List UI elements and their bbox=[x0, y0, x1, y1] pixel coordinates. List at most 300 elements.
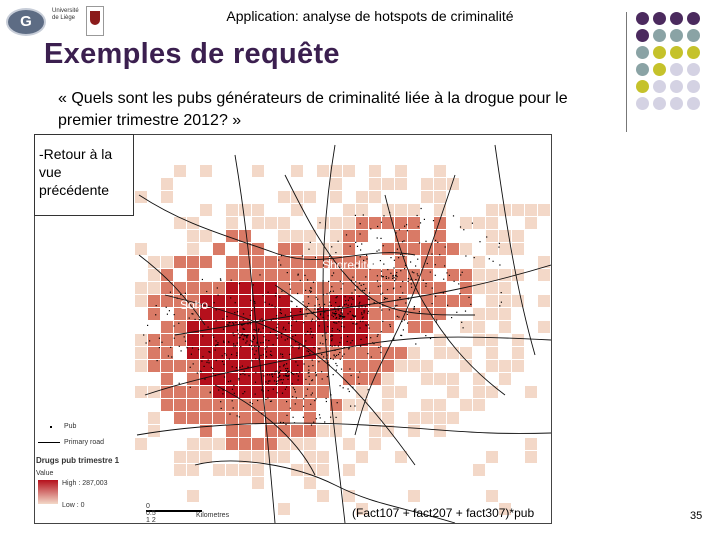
heat-cell bbox=[252, 464, 264, 476]
heat-cell bbox=[499, 321, 511, 333]
pub-point bbox=[382, 276, 383, 277]
pub-point bbox=[402, 241, 403, 242]
pub-point bbox=[243, 320, 244, 321]
pub-point bbox=[460, 274, 461, 275]
pub-point bbox=[282, 382, 283, 383]
heat-cell bbox=[434, 425, 446, 437]
pub-point bbox=[271, 305, 272, 306]
heat-cell bbox=[421, 399, 433, 411]
pub-point bbox=[365, 276, 366, 277]
pub-point bbox=[222, 361, 223, 362]
pub-point bbox=[251, 360, 252, 361]
pub-point bbox=[335, 313, 336, 314]
heat-cell bbox=[460, 360, 472, 372]
pub-point bbox=[275, 334, 276, 335]
pub-point bbox=[381, 310, 382, 311]
pub-point bbox=[361, 306, 362, 307]
heat-cell bbox=[187, 256, 199, 268]
heat-cell bbox=[200, 321, 212, 333]
pub-point bbox=[304, 345, 305, 346]
heat-cell bbox=[291, 230, 303, 242]
pub-point bbox=[330, 358, 331, 359]
heat-cell bbox=[304, 321, 316, 333]
pub-point bbox=[381, 271, 382, 272]
heat-cell bbox=[369, 282, 381, 294]
pub-point bbox=[159, 347, 160, 348]
pub-point bbox=[342, 313, 343, 314]
pub-point bbox=[366, 255, 367, 256]
heat-cell bbox=[291, 438, 303, 450]
pub-point bbox=[278, 260, 279, 261]
pub-point bbox=[286, 376, 287, 377]
pub-point bbox=[243, 339, 244, 340]
pub-point bbox=[344, 326, 345, 327]
pub-point bbox=[334, 345, 335, 346]
pub-point bbox=[363, 310, 364, 311]
pub-point bbox=[282, 356, 283, 357]
pub-point bbox=[215, 375, 216, 376]
pub-point bbox=[330, 394, 331, 395]
pub-point bbox=[266, 351, 267, 352]
pub-point bbox=[435, 240, 436, 241]
pub-point bbox=[367, 313, 368, 314]
pub-point bbox=[410, 261, 411, 262]
pub-point bbox=[231, 354, 232, 355]
pub-point bbox=[292, 319, 293, 320]
pub-point bbox=[263, 328, 264, 329]
pub-point bbox=[309, 290, 310, 291]
pub-point bbox=[486, 236, 487, 237]
pub-point bbox=[262, 370, 263, 371]
heat-cell bbox=[265, 334, 277, 346]
pub-point bbox=[248, 375, 249, 376]
pub-point bbox=[415, 343, 416, 344]
pub-point bbox=[394, 280, 395, 281]
pub-point bbox=[355, 316, 356, 317]
pub-point bbox=[253, 335, 254, 336]
pub-point bbox=[333, 316, 334, 317]
heat-cell bbox=[304, 243, 316, 255]
pub-point bbox=[211, 367, 212, 368]
pub-point bbox=[378, 249, 379, 250]
heat-cell bbox=[252, 451, 264, 463]
heat-cell bbox=[525, 217, 537, 229]
pub-point bbox=[396, 275, 397, 276]
heat-cell bbox=[226, 282, 238, 294]
heat-cell bbox=[187, 334, 199, 346]
heat-cell bbox=[317, 490, 329, 502]
pub-point bbox=[308, 296, 309, 297]
pub-point bbox=[313, 334, 314, 335]
pub-point bbox=[335, 311, 336, 312]
pub-point bbox=[191, 354, 192, 355]
heat-cell bbox=[421, 321, 433, 333]
pub-point bbox=[201, 361, 202, 362]
pub-point bbox=[280, 370, 281, 371]
pub-point bbox=[271, 401, 272, 402]
heat-cell bbox=[369, 191, 381, 203]
pub-point bbox=[328, 315, 329, 316]
pub-point bbox=[377, 275, 378, 276]
pub-point bbox=[356, 323, 357, 324]
pub-point bbox=[329, 364, 330, 365]
pub-point bbox=[383, 276, 384, 277]
pub-point bbox=[295, 341, 296, 342]
heat-cell bbox=[161, 334, 173, 346]
pub-point bbox=[229, 322, 230, 323]
heat-cell bbox=[369, 165, 381, 177]
pub-point bbox=[260, 342, 261, 343]
pub-point bbox=[286, 363, 287, 364]
pub-point bbox=[298, 376, 299, 377]
heat-cell bbox=[265, 217, 277, 229]
pub-point bbox=[396, 305, 397, 306]
pub-point bbox=[208, 362, 209, 363]
pub-point bbox=[249, 322, 250, 323]
pub-point bbox=[380, 260, 381, 261]
heat-cell bbox=[512, 360, 524, 372]
pub-point bbox=[493, 261, 494, 262]
pub-point bbox=[161, 342, 162, 343]
pub-point bbox=[237, 415, 238, 416]
pub-point bbox=[342, 283, 343, 284]
pub-point bbox=[250, 315, 251, 316]
pub-point bbox=[479, 241, 480, 242]
scale-bar-ticks: 0 0.5 1 2 bbox=[146, 503, 156, 524]
heat-cell bbox=[343, 399, 355, 411]
pub-point bbox=[233, 385, 234, 386]
pub-point bbox=[403, 329, 404, 330]
pub-point bbox=[387, 269, 388, 270]
heat-cell bbox=[330, 425, 342, 437]
pub-point bbox=[239, 367, 240, 368]
pub-point bbox=[217, 342, 218, 343]
heat-cell bbox=[421, 360, 433, 372]
heat-cell bbox=[187, 490, 199, 502]
pub-point bbox=[345, 300, 346, 301]
pub-point bbox=[310, 334, 311, 335]
pub-point bbox=[361, 243, 362, 244]
pub-point bbox=[415, 265, 416, 266]
map-label-soho: Soho bbox=[180, 298, 209, 312]
pub-point bbox=[313, 347, 314, 348]
pub-point bbox=[292, 383, 293, 384]
pub-point bbox=[307, 279, 308, 280]
heat-cell bbox=[187, 282, 199, 294]
heat-cell bbox=[486, 360, 498, 372]
pub-point bbox=[189, 318, 190, 319]
pub-point bbox=[354, 405, 355, 406]
pub-point bbox=[308, 366, 309, 367]
pub-point bbox=[245, 342, 246, 343]
heat-cell bbox=[135, 334, 147, 346]
pub-point bbox=[227, 324, 228, 325]
pub-point bbox=[327, 376, 328, 377]
pub-point bbox=[239, 416, 240, 417]
pub-point bbox=[285, 368, 286, 369]
pub-point bbox=[257, 400, 258, 401]
pub-point bbox=[364, 312, 365, 313]
heat-cell bbox=[148, 282, 160, 294]
pub-point bbox=[303, 301, 304, 302]
heat-cell bbox=[187, 386, 199, 398]
pub-point bbox=[309, 384, 310, 385]
pub-point bbox=[262, 295, 263, 296]
pub-point bbox=[435, 275, 436, 276]
pub-point bbox=[305, 316, 306, 317]
pub-point bbox=[283, 365, 284, 366]
pub-point bbox=[215, 340, 216, 341]
heat-cell bbox=[356, 204, 368, 216]
pub-point bbox=[330, 336, 331, 337]
heat-cell bbox=[226, 217, 238, 229]
pub-point bbox=[292, 347, 293, 348]
heat-cell bbox=[265, 282, 277, 294]
pub-point bbox=[307, 350, 308, 351]
pub-point bbox=[251, 345, 252, 346]
pub-point bbox=[204, 379, 205, 380]
heat-cell bbox=[382, 360, 394, 372]
pub-point bbox=[360, 346, 361, 347]
pub-point bbox=[426, 283, 427, 284]
heat-cell bbox=[304, 451, 316, 463]
heat-cell bbox=[395, 204, 407, 216]
pub-point bbox=[228, 381, 229, 382]
pub-point bbox=[275, 307, 276, 308]
heat-cell bbox=[252, 347, 264, 359]
heat-cell bbox=[148, 256, 160, 268]
pub-point bbox=[265, 381, 266, 382]
heat-cell bbox=[395, 360, 407, 372]
pub-point bbox=[380, 307, 381, 308]
pub-point bbox=[322, 378, 323, 379]
pub-point bbox=[247, 323, 248, 324]
pub-point bbox=[273, 389, 274, 390]
heat-cell bbox=[473, 334, 485, 346]
slide-question: « Quels sont les pubs générateurs de criminalité liée à la drogue pour le premier trimestre 2012? » bbox=[58, 90, 568, 129]
heat-cell bbox=[174, 412, 186, 424]
heat-cell bbox=[460, 347, 472, 359]
pub-point bbox=[320, 343, 321, 344]
heat-cell bbox=[473, 464, 485, 476]
pub-point bbox=[435, 264, 436, 265]
pub-point bbox=[334, 355, 335, 356]
pub-point bbox=[303, 322, 304, 323]
heat-cell bbox=[304, 425, 316, 437]
pub-point bbox=[159, 338, 160, 339]
heat-cell bbox=[343, 217, 355, 229]
pub-point bbox=[380, 285, 381, 286]
pub-point bbox=[338, 309, 339, 310]
heat-cell bbox=[369, 217, 381, 229]
pub-point bbox=[267, 397, 268, 398]
pub-point bbox=[247, 335, 248, 336]
pub-point bbox=[220, 278, 221, 279]
pub-point bbox=[349, 391, 350, 392]
pub-point bbox=[267, 374, 268, 375]
decorative-dot bbox=[670, 63, 683, 76]
heat-cell bbox=[460, 217, 472, 229]
pub-point bbox=[381, 222, 382, 223]
decorative-dot bbox=[653, 63, 666, 76]
heat-cell bbox=[226, 464, 238, 476]
pub-point bbox=[226, 355, 227, 356]
pub-point bbox=[238, 378, 239, 379]
pub-point bbox=[421, 208, 422, 209]
pub-point bbox=[297, 293, 298, 294]
pub-point bbox=[335, 252, 336, 253]
pub-point bbox=[401, 321, 402, 322]
pub-point bbox=[297, 275, 298, 276]
pub-point bbox=[402, 292, 403, 293]
pub-point bbox=[352, 277, 353, 278]
pub-point bbox=[181, 350, 182, 351]
pub-point bbox=[250, 340, 251, 341]
pub-point bbox=[331, 335, 332, 336]
pub-point bbox=[359, 383, 360, 384]
heat-cell bbox=[421, 269, 433, 281]
pub-point bbox=[350, 406, 351, 407]
pub-point bbox=[407, 230, 408, 231]
pub-point bbox=[335, 318, 336, 319]
heat-cell bbox=[486, 282, 498, 294]
pub-point bbox=[280, 312, 281, 313]
pub-point bbox=[384, 297, 385, 298]
pub-point bbox=[382, 305, 383, 306]
pub-point bbox=[238, 379, 239, 380]
pub-point bbox=[233, 407, 234, 408]
heat-cell bbox=[408, 243, 420, 255]
pub-point bbox=[408, 281, 409, 282]
pub-point bbox=[393, 267, 394, 268]
pub-point bbox=[265, 339, 266, 340]
pub-point bbox=[304, 363, 305, 364]
heat-cell bbox=[486, 243, 498, 255]
back-button[interactable]: -Retour à la vue précédente bbox=[34, 134, 134, 216]
heat-cell bbox=[265, 269, 277, 281]
pub-point bbox=[232, 322, 233, 323]
pub-point bbox=[276, 327, 277, 328]
pub-point bbox=[462, 272, 463, 273]
pub-point bbox=[174, 325, 175, 326]
pub-point bbox=[341, 322, 342, 323]
heat-cell bbox=[252, 282, 264, 294]
pub-point bbox=[362, 317, 363, 318]
pub-point bbox=[387, 298, 388, 299]
pub-point bbox=[179, 383, 180, 384]
pub-point bbox=[295, 403, 296, 404]
pub-point bbox=[376, 251, 377, 252]
heat-cell bbox=[200, 230, 212, 242]
heat-cell bbox=[226, 256, 238, 268]
pub-point bbox=[420, 222, 421, 223]
heat-cell bbox=[278, 425, 290, 437]
pub-point bbox=[351, 292, 352, 293]
decorative-dot bbox=[653, 29, 666, 42]
pub-point bbox=[179, 346, 180, 347]
pub-point bbox=[260, 319, 261, 320]
pub-point bbox=[177, 298, 178, 299]
pub-point bbox=[247, 320, 248, 321]
pub-point bbox=[171, 356, 172, 357]
pub-point bbox=[202, 356, 203, 357]
pub-point bbox=[324, 421, 325, 422]
pub-point bbox=[267, 383, 268, 384]
pub-point bbox=[458, 283, 459, 284]
heat-cell bbox=[473, 386, 485, 398]
pub-point bbox=[336, 355, 337, 356]
heat-cell bbox=[135, 243, 147, 255]
heat-cell bbox=[174, 464, 186, 476]
pub-point bbox=[359, 302, 360, 303]
pub-point bbox=[296, 373, 297, 374]
heat-cell bbox=[408, 347, 420, 359]
pub-point bbox=[146, 342, 147, 343]
pub-point bbox=[312, 337, 313, 338]
pub-point bbox=[254, 301, 255, 302]
pub-point bbox=[242, 334, 243, 335]
heat-cell bbox=[304, 230, 316, 242]
pub-point bbox=[220, 280, 221, 281]
pub-point bbox=[307, 331, 308, 332]
pub-point bbox=[276, 371, 277, 372]
pub-point bbox=[348, 305, 349, 306]
pub-point bbox=[377, 226, 378, 227]
pub-point bbox=[332, 338, 333, 339]
pub-point bbox=[451, 317, 452, 318]
pub-point bbox=[286, 386, 287, 387]
heat-cell bbox=[330, 230, 342, 242]
pub-point bbox=[202, 335, 203, 336]
pub-point bbox=[285, 373, 286, 374]
pub-point bbox=[287, 379, 288, 380]
pub-point bbox=[340, 316, 341, 317]
pub-point bbox=[339, 318, 340, 319]
pub-point bbox=[339, 352, 340, 353]
decorative-dot bbox=[653, 12, 666, 25]
school-logo: G bbox=[6, 8, 46, 36]
pub-point bbox=[328, 281, 329, 282]
decorative-dot bbox=[636, 12, 649, 25]
pub-point bbox=[400, 286, 401, 287]
pub-point bbox=[352, 340, 353, 341]
pub-point bbox=[250, 402, 251, 403]
pub-point bbox=[400, 270, 401, 271]
heat-cell bbox=[304, 360, 316, 372]
pub-point bbox=[303, 398, 304, 399]
pub-point bbox=[368, 389, 369, 390]
pub-point bbox=[324, 304, 325, 305]
pub-point bbox=[341, 337, 342, 338]
pub-point bbox=[209, 352, 210, 353]
pub-point bbox=[353, 316, 354, 317]
decorative-dot bbox=[670, 97, 683, 110]
pub-point bbox=[291, 372, 292, 373]
pub-point bbox=[282, 393, 283, 394]
pub-point bbox=[362, 290, 363, 291]
pub-point bbox=[332, 275, 333, 276]
pub-point bbox=[269, 380, 270, 381]
pub-point bbox=[302, 346, 303, 347]
pub-point bbox=[377, 334, 378, 335]
heat-cell bbox=[421, 191, 433, 203]
pub-point bbox=[244, 374, 245, 375]
heat-cell bbox=[486, 347, 498, 359]
heat-cell bbox=[213, 243, 225, 255]
pub-point bbox=[417, 275, 418, 276]
pub-point bbox=[424, 219, 425, 220]
heat-cell bbox=[213, 438, 225, 450]
